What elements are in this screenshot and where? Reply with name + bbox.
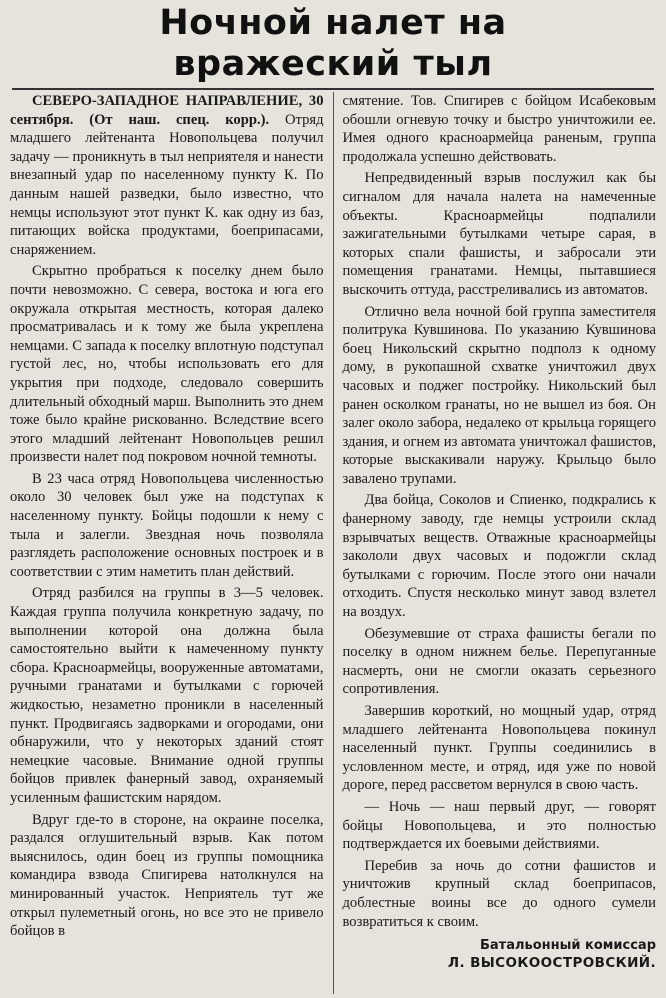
article-paragraph: Скрытно пробраться к поселку днем было почти невозможно. С севера, востока и юга его окружала открытая местность, которая далеко просматривалась и к тому же была укреплена немцами. С запада к поселку вплотную подступал густой лес, но, чтобы использовать его для укрытия при подходе, следовало совершить длительный обходный марш. Выполнить это днем тоже было крайне рискованно. Вследствие всего этого младший лейтенант Новопольцев решил произвести налет под покровом ночной темноты. <box>10 263 324 466</box>
author-signature <box>343 937 657 972</box>
headline-divider <box>12 88 654 90</box>
article-column-left <box>10 92 333 994</box>
article-body <box>10 92 656 994</box>
headline-line-2: вражеский тыл <box>173 44 493 84</box>
article-paragraph: Два бойца, Соколов и Спиенко, подкрались к фанерному заводу, где немцы устроили склад взрывчатых веществ. Отважные красноармейцы закололи двух часовых и подожгли склад бутылками с горючим. После этого они начали отходить. Спустя несколько минут завод взлетел на воздух. <box>342 492 656 621</box>
article-paragraph: Непредвиденный взрыв послужил как бы сигналом для начала налета на намеченные объекты. Красноармейцы подпалили зажигательными бутылками четыре сарая, в которых спали фашисты, и забросали эти помещения гранатами. Немцы, пытавшиеся выскочить оттуда, расстреливались из автоматов. <box>342 170 656 298</box>
author-role: Батальонный комиссар <box>480 938 656 954</box>
dateline: СЕВЕРО-ЗАПАДНОЕ НАПРАВЛЕНИЕ, 30 сентября. <box>10 93 324 128</box>
article-paragraph: Перебив за ночь до сотни фашистов и уничтожив крупный склад боеприпасов, доблестные воины все до одного сумели возвратиться к своим. <box>342 857 656 930</box>
article-paragraph: В 23 часа отряд Новопольцева численностью около 30 человек был уже на подступах к населенному пункту. Бойцы подошли к нему с тыла и залегли. Звездная ночь позволяла разглядеть расположение основных построек и в соответствии с этим наметить план действий. <box>10 470 324 580</box>
paragraph-text: Отряд младшего лейтенанта Новопольцева получил задачу — проникнуть в тыл неприятеля и нанести внезапный удар по населенному пункту К. По данным нашей разведки, было известно, что немцы используют этот пункт К. как одну из баз, питающих войска продуктами, боеприпасами, снаряжением. <box>10 111 324 258</box>
byline: (От наш. спец. корр.). <box>89 111 270 128</box>
author-name: Л. ВЫСОКООСТРОВСКИЙ. <box>447 955 656 972</box>
headline-line-1: Ночной налет на <box>159 3 507 43</box>
article-paragraph <box>10 92 324 259</box>
article-paragraph-continuation: смятение. Тов. Спигирев с бойцом Исабековым обошли огневую точку и быстро уничтожили ее. Имея одного красноармейца раненым, группа продолжала успешно действовать. <box>342 93 656 165</box>
article-paragraph: Вдруг где-то в стороне, на окраине поселка, раздался оглушительный взрыв. Как потом выяснилось, один боец из группы помощника командира взвода Спигирева натолкнулся на минированный участок. Неприятель тут же открыл пулеметный огонь, но все это не привело бойцов в <box>10 811 324 940</box>
article-paragraph: Обезумевшие от страха фашисты бегали по поселку в одном нижнем белье. Перепуганные насмерть, они не смогли оказать серьезного сопротивления. <box>342 625 656 698</box>
article-paragraph: Завершив короткий, но мощный удар, отряд младшего лейтенанта Новопольцева покинул населенный пункт. Группы соединились в условленном месте, и отряд, идя уже по новой дороге, перед рассветом вернулся в свою часть. <box>342 703 656 794</box>
article-headline <box>10 3 656 85</box>
article-paragraph: Отряд разбился на группы в 3—5 человек. Каждая группа получила конкретную задачу, по выполнении которой она должна была самостоятельно выйти к намеченному пункту сбора. Красноармейцы, вооруженные автоматами, ручными гранатами и бутылками с горючей жидкостью, незаметно проникли в населенный пункт. Продвигаясь задворками и огородами, они обнаружили, что у некоторых зданий стоят немецкие часовые. Внимание одной группы бойцов привлек фанерный завод, охраняемый усиленным фашистским нарядом. <box>10 585 324 806</box>
article-column-right <box>333 92 657 994</box>
article-paragraph: — Ночь — наш первый друг, — говорят бойцы Новопольцева, и это полностью подтверждается их боевыми действиями. <box>342 798 656 853</box>
article-paragraph: Отлично вела ночной бой группа заместителя политрука Кувшинова. По указанию Кувшинова боец Никольский скрытно подполз к одному дому, в рукопашной схватке уничтожил двух часовых и поджег постройку. Никольский был ранен осколком гранаты, но не вышел из боя. Он залег около забора, недалеко от крыльца горящего здания, и огнем из автомата уничтожал фашистов, которые выскакивали наружу. Крыльцо было завалено трупами. <box>342 303 656 487</box>
